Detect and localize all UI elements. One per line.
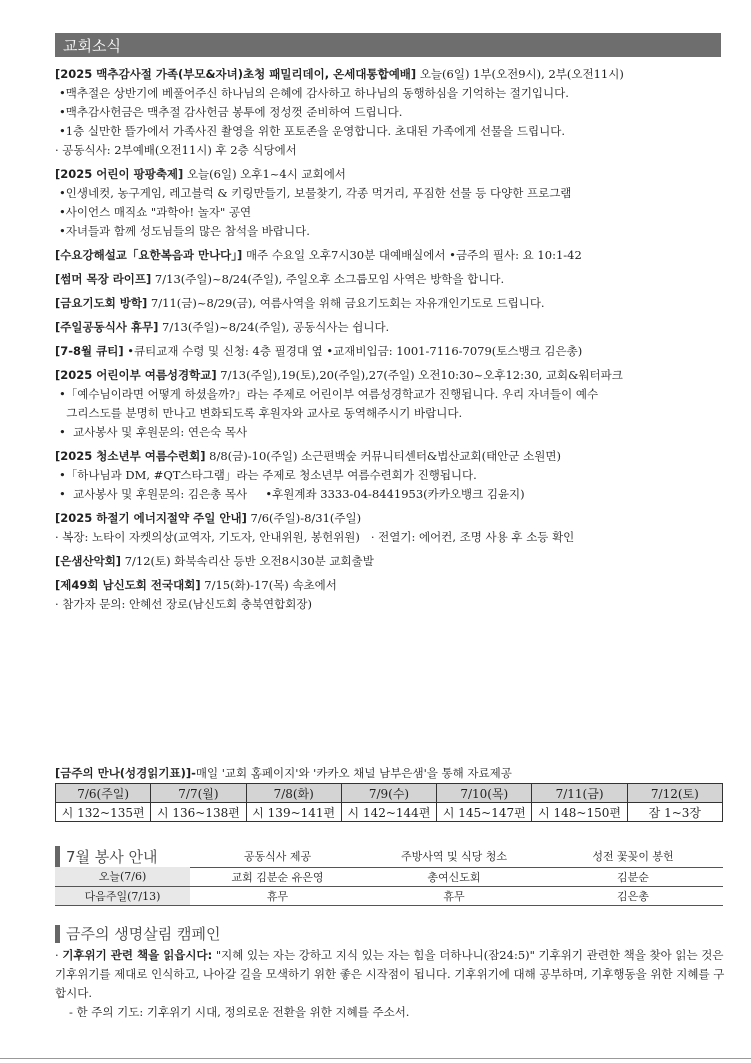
news-item [55, 576, 725, 614]
reading-day: 7/12(토) [627, 784, 722, 803]
news-line: •맥추절은 상반기에 베풀어주신 하나님의 은혜에 감사하고 하나님의 동행하심을 기억하는 절기입니다. [59, 86, 569, 100]
service-header: 성전 꽃꽂이 봉헌 [543, 846, 723, 867]
reading-passage: 시 136~138편 [151, 803, 246, 822]
service-table [55, 846, 723, 906]
reading-passage: 시 142~144편 [341, 803, 436, 822]
reading-day: 7/11(금) [532, 784, 627, 803]
reading-passages-row [56, 803, 723, 822]
news-title: [2025 하절기 에너지절약 주일 안내] [55, 511, 247, 525]
reading-day: 7/10(목) [437, 784, 532, 803]
service-cell: 김은총 [543, 886, 723, 905]
news-line: • 교사봉사 및 후원문의: 김은총 목사 •후원계좌 3333-04-8441953(카카오뱅크 김윤지) [59, 487, 525, 501]
news-line: •1층 실만한 뜰가에서 가족사진 촬영을 위한 포토존을 운영합니다. 초대된 가족에게 선물을 드립니다. [59, 124, 565, 138]
news-item [55, 366, 725, 442]
reading-passage: 시 139~141편 [246, 803, 341, 822]
service-title: 7월 봉사 안내 [55, 846, 190, 867]
service-cell: 휴무 [190, 886, 365, 905]
campaign-title: 금주의 생명살림 캠페인 [55, 925, 727, 943]
campaign-prayer: - 한 주의 기도: 기후위기 시대, 정의로운 전환을 위한 지혜를 주소서. [69, 1005, 410, 1019]
reading-day: 7/6(주일) [56, 784, 151, 803]
reading-title: [금주의 만나(성경읽기표)]- [55, 766, 196, 780]
news-line: •맥추감사헌금은 맥추절 감사헌금 봉투에 정성껏 준비하여 드립니다. [59, 105, 403, 119]
service-section [55, 846, 723, 906]
news-line: · 참가자 문의: 안혜선 장로(남신도회 충북연합회장) [55, 597, 312, 611]
reading-desc: 매일 '교회 홈페이지'와 '카카오 채널 남부은샘'을 통해 자료제공 [195, 766, 512, 780]
news-desc: 7/13(주일),19(토),20(주일),27(주일) 오전10:30~오후12:30, 교회&워터파크 [216, 368, 623, 382]
news-title: [2025 맥추감사절 가족(부모&자녀)초청 패밀리데이, 온세대통합예배] [55, 67, 417, 81]
news-title: [2025 어린이 팡팡축제] [55, 167, 184, 181]
service-date: 다음주일(7/13) [55, 886, 190, 905]
service-header-row [55, 846, 723, 867]
news-line: • 교사봉사 및 후원문의: 연은숙 목사 [59, 425, 248, 439]
service-header: 공동식사 제공 [190, 846, 365, 867]
reading-passage: 시 145~147편 [437, 803, 532, 822]
news-desc: 7/13(주일)~8/24(주일), 주일오후 소그룹모임 사역은 방학을 합니다. [151, 272, 505, 286]
news-item [55, 447, 725, 504]
section-header [55, 33, 721, 57]
news-desc: 7/6(주일)-8/31(주일) [246, 511, 362, 525]
campaign-section [55, 925, 727, 1022]
news-list [55, 65, 725, 619]
news-title: [은샘산악회] [55, 554, 122, 568]
news-item [55, 318, 725, 337]
news-line: •「하나님과 DM, #QT스타그램」라는 주제로 청소년부 여름수련회가 진행됩니다. [59, 468, 477, 482]
news-line: · 공동식사: 2부예배(오전11시) 후 2층 식당에서 [55, 143, 297, 157]
news-item [55, 294, 725, 313]
news-line: •「예수님이라면 어떻게 하셨을까?」라는 주제로 어린이부 여름성경학교가 진행됩니다. 우리 자녀들이 예수 [59, 387, 599, 401]
reading-day: 7/7(월) [151, 784, 246, 803]
bible-reading-section [55, 765, 723, 822]
news-desc: 7/12(토) 화북속리산 등반 오전8시30분 교회출발 [121, 554, 374, 568]
news-desc: 7/15(화)-17(목) 속초에서 [200, 578, 337, 592]
news-title: [7-8월 큐티] [55, 344, 124, 358]
campaign-lead: 기후위기 관련 책을 읽읍시다: [62, 948, 213, 962]
service-date: 오늘(7/6) [55, 867, 190, 886]
campaign-text: "지혜 있는 자는 강하고 지식 있는 자는 힘을 더하나니(잠24:5)" 기후위기 관련한 책을 찾아 읽는 것은 기후위기를 제대로 인식하고, 나아갈 길을 모색하기 위한 좋은 시작점이 됩니다. 기후위기에 대해 공부하며, 기후행동을 위한 지혜를 구합시다. [55, 948, 725, 1000]
news-line: •자녀들과 함께 성도님들의 많은 참석을 바랍니다. [59, 224, 310, 238]
campaign-body: · 기후위기 관련 책을 읽읍시다: "지혜 있는 자는 강하고 지식 있는 자는 힘을 더하나니(잠24:5)" 기후위기 관련한 책을 찾아 읽는 것은 기후위기를 제대로 인식하고, 나아갈 길을 모색하기 위한 좋은 시작점이 됩니다. 기후위기에 대해 공부하며, 기후행동을 위한 지혜를 구합시다. [55, 948, 725, 1000]
news-title: [수요강해설교「요한복음과 만나다」] [55, 248, 243, 262]
news-item [55, 270, 725, 289]
service-cell: 김분순 [543, 867, 723, 886]
news-desc: 오늘(6일) 1부(오전9시), 2부(오전11시) [416, 67, 624, 81]
service-cell: 교회 김분순 유은영 [190, 867, 365, 886]
service-row [55, 867, 723, 886]
news-desc: 오늘(6일) 오후1~4시 교회에서 [183, 167, 346, 181]
news-title: [제49회 남신도회 전국대회] [55, 578, 201, 592]
news-desc: 7/11(금)~8/29(금), 여름사역을 위해 금요기도회는 자유개인기도로 드립니다. [147, 296, 545, 310]
news-desc: 매주 수요일 오후7시30분 대예배실에서 •금주의 필사: 요 10:1-42 [242, 248, 582, 262]
service-header: 주방사역 및 식당 청소 [365, 846, 543, 867]
news-line: 그리스도를 분명히 만나고 변화되도록 후원자와 교사로 동역해주시기 바랍니다. [59, 406, 463, 420]
reading-day: 7/8(화) [246, 784, 341, 803]
news-line: •인생네컷, 농구게임, 레고블럭 & 키링만들기, 보물찾기, 각종 먹거리, 푸짐한 선물 등 다양한 프로그램 [59, 186, 572, 200]
reading-days-row [56, 784, 723, 803]
news-title: [주일공동식사 휴무] [55, 320, 159, 334]
news-line: · 복장: 노타이 자켓의상(교역자, 기도자, 안내위원, 봉헌위원) · 전열기: 에어컨, 조명 사용 후 소등 확인 [55, 530, 575, 544]
reading-passage: 잠 1~3장 [627, 803, 722, 822]
news-title: [썸머 목장 라이프] [55, 272, 152, 286]
news-desc: 7/13(주일)~8/24(주일), 공동식사는 쉽니다. [158, 320, 390, 334]
reading-table [55, 783, 723, 822]
bottom-divider [0, 1058, 751, 1059]
news-item [55, 342, 725, 361]
news-item [55, 65, 725, 160]
reading-day: 7/9(수) [341, 784, 436, 803]
news-item [55, 165, 725, 241]
news-item [55, 509, 725, 547]
news-desc: •큐티교재 수령 및 신청: 4층 필경대 옆 •교재비입금: 1001-7116-7079(토스뱅크 김은총) [123, 344, 583, 358]
news-title: [금요기도회 방학] [55, 296, 148, 310]
reading-passage: 시 148~150편 [532, 803, 627, 822]
reading-passage: 시 132~135편 [56, 803, 151, 822]
news-title: [2025 청소년부 여름수련회] [55, 449, 206, 463]
news-title: [2025 어린이부 여름성경학교] [55, 368, 217, 382]
news-desc: 8/8(금)-10(주일) 소근편백숲 커뮤니티센터&법산교회(태안군 소원면) [205, 449, 561, 463]
service-cell: 총여신도회 [365, 867, 543, 886]
news-line: •사이언스 매직쇼 "과학아! 놀자" 공연 [59, 205, 252, 219]
section-title: 교회소식 [63, 37, 121, 55]
news-item [55, 246, 725, 265]
service-row [55, 886, 723, 905]
news-item [55, 552, 725, 571]
service-cell: 휴무 [365, 886, 543, 905]
